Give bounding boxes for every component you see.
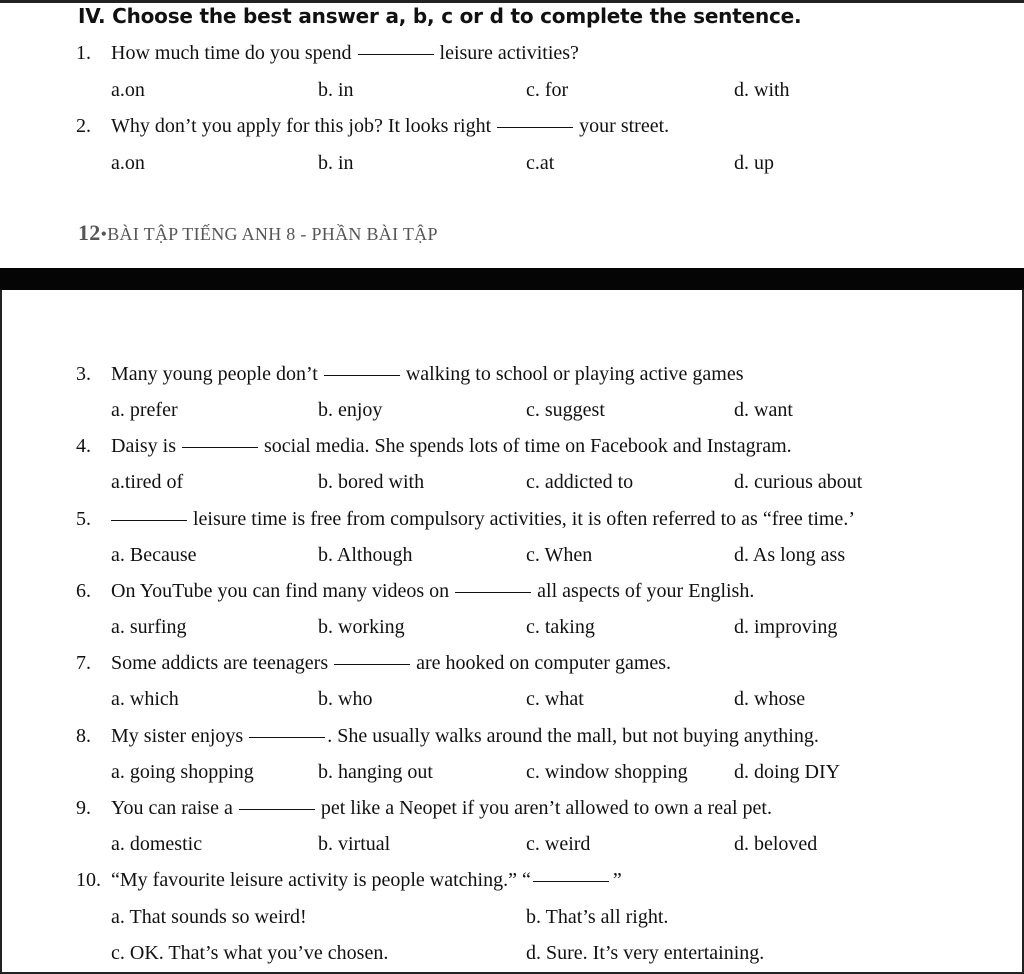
option-d[interactable]: d. curious about	[734, 471, 863, 493]
question-text-after: walking to school or playing active games	[405, 363, 744, 385]
question-number: 9.	[76, 797, 91, 819]
question-text-before: Some addicts are teenagers	[111, 652, 329, 674]
question-number: 10.	[76, 869, 101, 891]
question-2	[76, 115, 669, 138]
option-a[interactable]: a.tired of	[111, 471, 184, 493]
option-d[interactable]: d. As long ass	[734, 544, 846, 566]
question-1	[76, 42, 579, 65]
question-text-after: ”	[612, 869, 622, 891]
question-text-after: . She usually walks around the mall, but not buying anything.	[327, 725, 819, 747]
option-a[interactable]: a.on	[111, 152, 145, 174]
question-text-before: Why don’t you apply for this job? It looks right	[111, 115, 492, 137]
option-a[interactable]: a. domestic	[111, 833, 203, 855]
option-d[interactable]: d. beloved	[734, 833, 818, 855]
question-number: 2.	[76, 115, 91, 137]
option-b[interactable]: b. bored with	[318, 471, 425, 493]
left-border	[0, 290, 2, 974]
question-5	[76, 508, 855, 531]
option-c[interactable]: c. OK. That’s what you’ve chosen.	[111, 942, 389, 964]
option-c[interactable]: c. weird	[526, 833, 591, 855]
question-8	[76, 725, 819, 748]
option-d[interactable]: d. improving	[734, 616, 838, 638]
answer-blank	[533, 880, 609, 882]
option-d[interactable]: d. with	[734, 79, 790, 101]
question-text-after: social media. She spends lots of time on Facebook and Instagram.	[264, 435, 792, 457]
option-c[interactable]: c. When	[526, 544, 593, 566]
question-number: 6.	[76, 580, 91, 602]
question-3	[76, 363, 744, 386]
option-c[interactable]: c. window shopping	[526, 761, 688, 783]
answer-blank	[182, 446, 258, 448]
option-b[interactable]: b. enjoy	[318, 399, 383, 421]
question-text-before: On YouTube you can find many videos on	[111, 580, 450, 602]
option-c[interactable]: c. taking	[526, 616, 595, 638]
option-a[interactable]: a. which	[111, 688, 179, 710]
section-heading: IV. Choose the best answer a, b, c or d to complete the sentence.	[78, 4, 802, 28]
footer-text: BÀI TẬP TIẾNG ANH 8 - PHẦN BÀI TẬP	[107, 224, 438, 244]
option-d[interactable]: d. want	[734, 399, 793, 421]
option-b[interactable]: b. hanging out	[318, 761, 433, 783]
question-number: 8.	[76, 725, 91, 747]
option-c[interactable]: c. for	[526, 79, 569, 101]
option-b[interactable]: b. in	[318, 79, 354, 101]
question-text-before: “My favourite leisure activity is people watching.” “	[111, 869, 531, 891]
option-a[interactable]: a. surfing	[111, 616, 187, 638]
option-d[interactable]: d. whose	[734, 688, 806, 710]
answer-blank	[455, 591, 531, 593]
question-text-after: are hooked on computer games.	[416, 652, 672, 674]
option-c[interactable]: c.at	[526, 152, 555, 174]
answer-blank	[334, 663, 410, 665]
option-b[interactable]: b. Although	[318, 544, 413, 566]
option-a[interactable]: a. prefer	[111, 399, 178, 421]
question-number: 4.	[76, 435, 91, 457]
option-b[interactable]: b. in	[318, 152, 354, 174]
option-d[interactable]: d. doing DIY	[734, 761, 841, 783]
question-number: 1.	[76, 42, 91, 64]
question-number: 7.	[76, 652, 91, 674]
answer-blank	[249, 736, 325, 738]
page-number: 12	[78, 220, 101, 245]
question-text-before: Many young people don’t	[111, 363, 318, 385]
option-b[interactable]: b. virtual	[318, 833, 391, 855]
option-a[interactable]: a. going shopping	[111, 761, 254, 783]
question-text-after: leisure activities?	[439, 42, 579, 64]
page-footer	[78, 220, 438, 246]
option-d[interactable]: d. Sure. It’s very entertaining.	[526, 942, 765, 964]
top-border	[0, 0, 1024, 3]
question-text-after: leisure time is free from compulsory activities, it is often referred to as “free time.’	[193, 508, 855, 530]
question-text-before: My sister enjoys	[111, 725, 244, 747]
answer-blank	[239, 808, 315, 810]
question-number: 5.	[76, 508, 91, 530]
answer-blank	[324, 374, 400, 376]
footer-separator: •	[100, 224, 108, 244]
question-6	[76, 580, 754, 603]
option-c[interactable]: c. addicted to	[526, 471, 634, 493]
option-a[interactable]: a. Because	[111, 544, 197, 566]
option-b[interactable]: b. who	[318, 688, 373, 710]
question-9	[76, 797, 772, 820]
answer-blank	[497, 126, 573, 128]
page-break-band	[0, 268, 1024, 290]
question-text-after: pet like a Neopet if you aren’t allowed to own a real pet.	[320, 797, 772, 819]
option-c[interactable]: c. suggest	[526, 399, 605, 421]
question-7	[76, 652, 671, 675]
question-text-before: How much time do you spend	[111, 42, 352, 64]
question-text-after: your street.	[579, 115, 670, 137]
question-text-after: all aspects of your English.	[537, 580, 755, 602]
option-b[interactable]: b. That’s all right.	[526, 906, 669, 928]
question-10	[76, 869, 622, 892]
option-a[interactable]: a.on	[111, 79, 145, 101]
option-b[interactable]: b. working	[318, 616, 405, 638]
answer-blank	[358, 53, 434, 55]
question-text-before: Daisy is	[111, 435, 176, 457]
answer-blank	[111, 519, 187, 521]
option-c[interactable]: c. what	[526, 688, 584, 710]
question-4	[76, 435, 792, 458]
question-text-before: You can raise a	[111, 797, 233, 819]
option-a[interactable]: a. That sounds so weird!	[111, 906, 307, 928]
option-d[interactable]: d. up	[734, 152, 774, 174]
question-number: 3.	[76, 363, 91, 385]
